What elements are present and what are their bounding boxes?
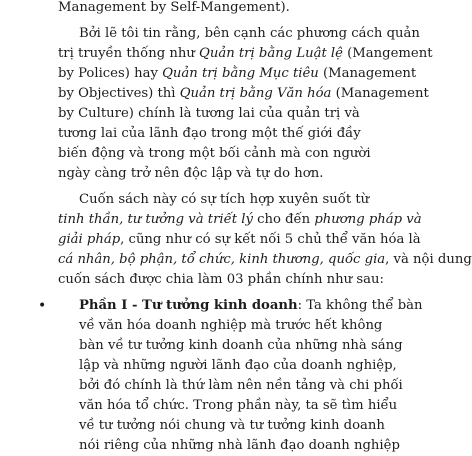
paragraph-3-line-3: giải pháp, cũng như có sự kết nối 5 chủ thể văn hóa là: [58, 232, 421, 247]
paragraph-3-line-1: Cuốn sách này có sự tích hợp xuyên suốt từ: [79, 192, 370, 207]
paragraph-2-line-7: biến động và trong một bối cảnh mà con người: [58, 146, 371, 161]
paragraph-4-line-1: Phần I - Tư tưởng kinh doanh: Ta không thể bàn: [79, 298, 423, 313]
paragraph-4-line-5: bởi đó chính là thứ làm nên nền tảng và chi phối: [79, 378, 403, 393]
paragraph-1-line-1: Management by Self-Mangement).: [58, 0, 290, 15]
paragraph-2-line-1: Bởi lẽ tôi tin rằng, bên cạnh các phương cách quản: [79, 26, 420, 41]
paragraph-4-line-4: lập và những người lãnh đạo của doanh nghiệp,: [79, 358, 397, 373]
paragraph-3-line-4: cá nhân, bộ phận, tổ chức, kinh thương, quốc gia, và nội dung: [58, 252, 472, 267]
paragraph-2-line-3: by Polices) hay Quản trị bằng Mục tiêu (Management: [58, 66, 417, 81]
paragraph-2-line-6: tương lai của lãnh đạo trong một thế giới đầy: [58, 126, 361, 141]
paragraph-4-line-2: về văn hóa doanh nghiệp mà trước hết không: [79, 318, 383, 333]
paragraph-4-line-6: văn hóa tổ chức. Trong phần này, ta sẽ tìm hiểu: [79, 398, 398, 413]
paragraph-3-line-2: tinh thần, tư tưởng và triết lý cho đến phương pháp và: [58, 212, 422, 227]
paragraph-3-line-5: cuốn sách được chia làm 03 phần chính như sau:: [58, 272, 384, 287]
paragraph-4-line-7: về tư tưởng nói chung và tư tưởng kinh doanh: [79, 418, 385, 433]
paragraph-4-line-8: nói riêng của những nhà lãnh đạo doanh nghiệp: [79, 438, 400, 453]
paragraph-2-line-4: by Objectives) thì Quản trị bằng Văn hóa (Management: [58, 86, 429, 101]
bullet-marker: •: [38, 298, 47, 314]
paragraph-2-line-5: by Culture) chính là tương lai của quản trị và: [58, 106, 360, 121]
paragraph-2-line-8: ngày càng trở nên độc lập và tự do hơn.: [58, 166, 324, 181]
paragraph-2-line-2: trị truyền thống như Quản trị bằng Luật lệ (Mangement: [58, 46, 433, 61]
paragraph-4-line-3: bàn về tư tưởng kinh doanh của những nhà sáng: [79, 338, 403, 353]
